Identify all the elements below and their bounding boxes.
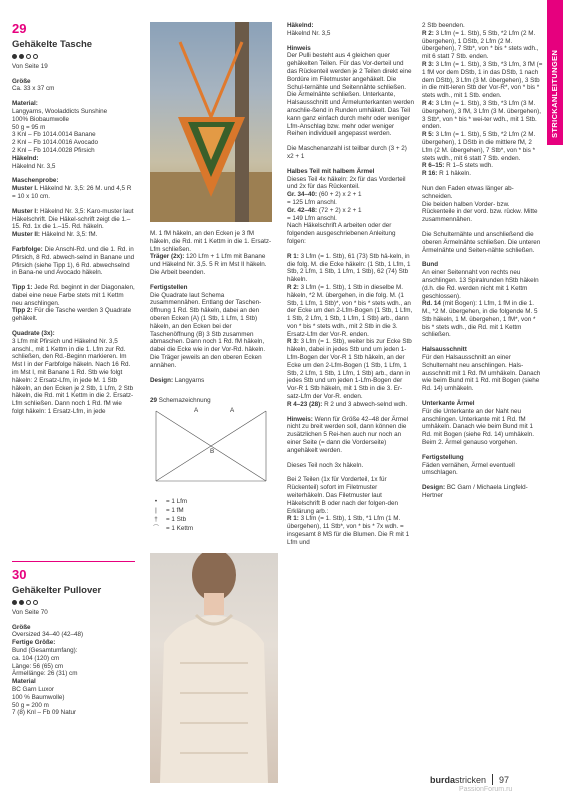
hinweis-groesse	[287, 416, 415, 455]
bag-strap	[180, 42, 242, 117]
unterkante-section	[422, 400, 544, 447]
tipp-1-text: Jede Rd. beginnt in der Diagonalen, dabei eine neue Farbe stets mit 1 Kettm neu anschlingen.	[12, 284, 135, 307]
muster-i-text: Häkelnd Nr. 3,5: Karo-muster laut Häkelschrift. Die Häkel-schrift zeigt die 1.–15. Rd. 1x die 1.–15. Rd. häkeln.	[12, 207, 134, 231]
farbfolge-text: Die Anschl-Rd. und die 1. Rd. in Pfirsich, 8 Rd. abwech-selnd in Banane und Pfirsich (siehe Tipp 1), 6 Rd. abwechselnd in Bana-ne und Avocado häkeln.	[12, 245, 135, 277]
difficulty-dot	[26, 54, 31, 59]
filetmuster	[287, 476, 415, 546]
row-text: 3 Lfm (= 1. Stb), 3 Stb, *3 Lfm (3 M. übergehen), 3 fM, 3 Lfm (3 M. übergehen), 3 Stb*, von * bis * wei-ter wdh., mit 1 Stb. enden.	[422, 99, 542, 131]
sweater-body	[160, 615, 268, 783]
halsausschnitt-heading: Halsausschnitt	[422, 346, 467, 354]
col2-text-1	[150, 230, 272, 277]
traeger-label: Träger (2x):	[150, 253, 185, 261]
material-heading: Material	[12, 678, 36, 686]
muster-value: Häkelnd Nr. 3,5: 26 M. und 4,5 R = 10 x 10 cm.	[12, 185, 132, 200]
row-label: R 1:	[287, 252, 299, 260]
row-text: 3 Lfm (= 1. Stb), 1 Stb, *1 Lfm (1 M. übergehen), 11 Stb*, von * bis * 7x wdh. = insgesamt 8 MS für die Blumen. Die R mit 1 Lfm und	[287, 515, 410, 546]
traeger-text: 120 Lfm + 1 Lfm mit Banane und Häkelnd Nr. 3,5. 5 R im Mst II häkeln. Die Arbeit beenden.	[150, 253, 267, 276]
fertigstellen-29	[150, 284, 272, 370]
legend-text: = 1 Lfm	[166, 498, 188, 506]
groesse-30	[12, 624, 135, 718]
row-label: R 2:	[287, 283, 299, 291]
hinweis-label: Hinweis:	[287, 415, 313, 423]
design-30	[422, 484, 544, 500]
filetmuster-intro: Bei 2 Teilen (1x für Vorderteil, 1x für Rückenteil) sofort im Filetmuster weiterhäkeln. Das Filetmuster laut Häkelschrift B oder nach der folgen-den Erklärung arb.:	[287, 476, 398, 515]
row-text: 3 Lfm (= 1. Stb), 5 Stb, *2 Lfm (2 M. übergehen), 1 DStb, 2 Lfm (2 M. übergehen), 7 Stb*, von * bis * stets wdh., mit 6 statt 7 Stb. enden.	[422, 29, 539, 61]
schema-legend	[150, 498, 272, 534]
see-page-29: Von Seite 19	[12, 62, 48, 70]
dieses-teil: Dieses Teil noch 3x häkeln.	[287, 461, 364, 469]
row-text: 3 Lfm (= 1. Stb), 61 (73) Stb hä-keln, in die folg. M. die Ecke häkeln: (1 Stb, 1 Lfm, 1 Stb, 2 Lfm, 1 Stb, 1 Lfm, 1 Stb), 62 (74) Stb häkeln.	[287, 252, 411, 284]
material-value: BC Garn Luxor 100 % Baumwolle) 50 g = 200 m 7 (8) Knl – Fb 09 Natur	[12, 685, 77, 717]
groesse-2-label: Gr. 42–48:	[287, 206, 318, 214]
farbfolge-label: Farbfolge:	[12, 245, 43, 253]
unterkante-text: Für die Unterkante an der Naht neu anschlingen. Unterkante mit 1 Rd. fM umhäkeln. Danach wie beim Bund mit 1 Rd. mit Bogen (siehe Rd. 14) umhäkeln. Beim 2. Ärmel genauso vorgehen.	[422, 407, 535, 447]
fertigstellung-section	[422, 454, 544, 477]
difficulty-dot	[33, 600, 38, 605]
row-text: 3 Lfm (= 1. Stb), 3 Stb, *3 Lfm, 3 fM (= 1 fM vor dem DStb, 1 in das DStb, 1 nach dem DStb), 3 Lfm (3 M. übergehen), 3 Stb in die mitt-leren Stb der Vor-R*, von * bis * stets wdh., mit 1 Stb. enden.	[422, 60, 543, 100]
hinweis-groesse-text: Wenn für Größe 42–48 der Ärmel nicht zu breit werden soll, dann können die zusätzlichen 5 Rei-hen auch nur noch an einer Seite (= dann die Vorderseite) angehäkelt werden.	[287, 415, 408, 454]
round-label: Rd. 14	[422, 300, 441, 308]
schema-label-a1: A	[194, 407, 199, 414]
groesse-1-label: Gr. 34–40:	[287, 191, 318, 199]
row-text: R 2 und 3 abwech-selnd wdh.	[322, 400, 408, 408]
groesse-29	[12, 78, 135, 94]
nadel-30	[287, 22, 415, 38]
sweater-photo	[150, 553, 278, 783]
row-label: R 16:	[422, 170, 438, 178]
hinweis-text: Der Pulli besteht aus 4 gleichen quer gehäkelten Teilen. Für das Vor-derteil und das Rückenteil werden je 2 Teilen direkt eine Bordüre im Filetmuster angehäkelt. Die Schul-ternähte und Seitennähte schließen. Die Ärmelnähte schließen. Unterkante, Halsausschnitt und Ärmelunterkanten werden anschlie-ßend in Runden umhäkelt. Das Teil kann ganz einfach durch mehr oder weniger Lfm-Anschlag bzw. mehr oder weniger Reihen individuell angepasst werden.	[287, 52, 415, 138]
footer-brand: burda	[430, 775, 456, 785]
pattern-title-30: Gehäkelter Pullover	[12, 585, 102, 596]
bag-photo	[150, 22, 272, 222]
groesse-heading: Größe	[12, 77, 31, 85]
section-divider	[12, 561, 135, 562]
difficulty-dot	[26, 600, 31, 605]
schulter-text: Die Schulternähte und anschließend die oberen Ärmelnähte schließen. Die unteren Ärmelnähte und Seiten-nähte schließen.	[422, 230, 541, 254]
difficulty-dot	[12, 600, 17, 605]
maschenprobe-heading: Maschenprobe:	[12, 177, 59, 185]
design-29	[150, 377, 272, 385]
muster-ii-label: Muster II:	[12, 231, 40, 239]
column-3	[287, 22, 415, 554]
legend-item	[150, 516, 272, 525]
fertige-groesse-value: Bund (Gesamtumfang): ca. 104 (120) cm Länge: 56 (65) cm Ärmellänge: 26 (31) cm	[12, 646, 78, 678]
difficulty-dot	[19, 54, 24, 59]
sweater-illustration	[150, 553, 278, 783]
fertigstellen-heading: Fertigstellen	[150, 283, 188, 291]
schema-title	[150, 397, 272, 405]
material-value: Langyarns, Wooladdicts Sunshine 100% Biobaumwolle 50 g = 95 m 3 Knl – Fb 1014.0014 Banane 2 Knl – Fb 1014.0016 Avocado 2 Knl – Fb 1014.0028 Pfirsich	[12, 107, 108, 154]
quadrate-29	[12, 330, 135, 416]
halsausschnitt-text: Für den Halsausschnitt an einer Schulternaht neu anschlingen. Hals-ausschnitt mit 1 Rd. fM umhäkeln. Danach wie beim Bund mit 1 Rd. mit Bogen (siehe Rd. 14) umhäkeln.	[422, 354, 541, 393]
reihen-1-3	[287, 253, 415, 409]
design-text: Langyarns	[173, 376, 205, 384]
bund-section	[422, 261, 544, 339]
tipp-1-label: Tipp 1:	[12, 284, 33, 292]
schema-title-text: Schemazeichnung	[157, 397, 211, 404]
farbfolge-29	[12, 246, 135, 277]
col2-intro: M. 1 fM häkeln, an den Ecken je 3 fM häkeln, die Rd. mit 1 Kettm in die 1. Ersatz-Lfm schließen.	[150, 230, 272, 253]
difficulty-dot	[19, 600, 24, 605]
row-label: R 2:	[422, 29, 434, 37]
schema-svg	[150, 405, 272, 487]
pattern-title-29: Gehäkelte Tasche	[12, 39, 93, 50]
material-29	[12, 100, 135, 170]
anleitung-intro: Nach Häkelschrift A arbeiten oder der folgenden ausgeschriebenen Anleitung folgen:	[287, 222, 396, 245]
column-1	[12, 22, 135, 423]
schema-label-a2: A	[230, 407, 235, 414]
section-tab	[547, 0, 563, 145]
hinweis-heading: Hinweis	[287, 44, 311, 52]
muster-label: Muster I.	[12, 185, 38, 193]
bund-text: An einer Seitennaht von rechts neu anschlingen. 13 Spiralrunden hStb häkeln (d.h. die Rd. werden nicht mit 1 Kettm geschlossen).	[422, 269, 539, 300]
hinweis-30	[287, 45, 415, 139]
row-label: R 6–15:	[422, 162, 445, 170]
nadel-value: Häkelnd Nr. 3,5	[12, 162, 56, 170]
row-text: 3 Lfm (= 1. Stb), 5 Stb, *2 Lfm (2 M. übergehen), 1 DStb in die mittlere fM, 2 Lfm (2 M. übergehen), 7 Stb*, von * bis * stets wdh., mit 6 statt 7 Stb. enden.	[422, 131, 536, 162]
legend-item	[150, 525, 272, 534]
schema-drawing	[150, 397, 272, 547]
legend-text: = 1 Kettm	[166, 525, 194, 533]
fertigstellung-text: Fäden vernähen, Ärmel eventuell umschlagen.	[422, 461, 515, 477]
pattern-30-block	[12, 568, 135, 717]
difficulty-dot	[12, 54, 17, 59]
nadel-heading: Häkelnd:	[12, 154, 39, 162]
row-label: R 4:	[422, 99, 434, 107]
design-text: BC Garn / Michaela Lingfeld-Hertner	[422, 484, 528, 500]
difficulty-rating-30	[12, 600, 135, 605]
fertigstellen-text: Die Quadrate laut Schema zusammennähen. Entlang der Taschen-öffnung 1 Rd. Stb häkeln, dabei an den oberen Ecken (A) (1 Stb, 1 Lfm, 1 Stb) häkeln, an den Ecken bei der Taschenöffnung (B) 3 Stb zusammen abmaschen. Dann noch 1 Rd. fM häkeln, dabei die Ecke wie in der Vor-Rd. häkeln. Die Träger jeweils an den oberen Ecken annähen.	[150, 291, 266, 369]
tipps-29	[12, 284, 135, 323]
row-label: R 3:	[422, 60, 434, 68]
muster-ii-text: Häkelnd Nr. 3,5: fM.	[40, 231, 98, 239]
pattern-number-29: 29	[12, 21, 27, 36]
row-text: 3 Lfm (= 1. Stb), weiter bis zur Ecke Stb häkeln, dabei in jedes Stb und um jeden 1-Lfm-Bogen der Vor-R 1 Stb häkeln, an der Ecke um den 2-Lfm-Bogen (1 Stb, 1 Lfm, 1 Stb, 2 Lfm, 1 Stb, 1 Lfm, 1 Stb) arb., dann in jedes Stb und um jeden 1-Lfm-Bogen der Vor-R 1 Stb häkeln, mit 1 Stb in die 3. Er-satz-Lfm der Vor-R. enden.	[287, 338, 412, 401]
legend-symbol: ⌒	[152, 525, 160, 533]
muster-i-label: Muster I:	[12, 207, 39, 215]
groesse-2-text: (72 + 2) x 2 + 1 = 149 Lfm anschl.	[287, 206, 362, 222]
material-heading: Material:	[12, 100, 38, 108]
legend-symbol: |	[155, 507, 157, 515]
groesse-heading: Größe	[12, 623, 31, 631]
schema-number: 29	[150, 397, 158, 404]
row-text: R 1–5 stets wdh.	[444, 162, 494, 170]
nadel-heading: Häkelnd:	[287, 22, 314, 29]
quadrate-text: 3 Lfm mit Pfirsich und Häkelnd Nr. 3,5 anschl., mit 1 Kettm in die 1. Lfm zur Rd. schließen, den Rd.-Beginn markieren. Im Mst I in der Farbfolge häkeln. Nach 16 Rd. im Mst I, mit Banane 1 Rd. Stb wie folgt häkeln: 2 Ersatz-Lfm, in jede M. 1 Stb häkeln, an den Ecken je 2 Stb, 1 Lfm, 2 Stb häkeln, die Rd. mit 1 Kettm in die 2. Ersatz-Lfm schließen. Dann noch 1 Rd. fM wie folgt häkeln: 1 Ersatz-Lfm, in jede	[12, 337, 134, 416]
row-text: R 1 häkeln.	[437, 170, 472, 178]
halsausschnitt-section	[422, 346, 544, 393]
filet-rows	[422, 22, 544, 178]
row-label: R 1:	[287, 515, 299, 523]
groesse-value: Ca. 33 x 37 cm	[12, 85, 55, 93]
nun-text: Nun den Faden etwas länger ab-schneiden. Die beiden halben Vorder- bzw. Rückenteile in der vord. bzw. rückw. Mitte zusammennähen.	[422, 184, 538, 224]
bag-illustration	[150, 22, 272, 222]
row-text: 3 Lfm (= 1. Stb), 1 Stb in dieselbe M. häkeln, *2 M. übergehen, in die folg. M. (1 Stb, 1 Lfm, 1 Stb)*, von * bis * stets wdh., an der Ecke um den 2-Lfm-Bogen (1 Stb, 1 Lfm, 1 Stb, 2 Lfm, 1 Stb, 1 Lfm, 1 Stb) arb., dann von * bis * stets wdh., mit 2 Stb in die 3. Ersatz-Lfm der Vor-R. enden.	[287, 283, 413, 338]
difficulty-rating-29	[12, 54, 135, 59]
page-footer	[430, 774, 509, 786]
pattern-number-30: 30	[12, 567, 27, 582]
bund-heading: Bund	[422, 261, 439, 269]
round-text: (mit Bogen): 1 Lfm, 1 fM in die 1. M., *2 M. übergehen, in die folgende M. 5 Stb häkeln, 1 M. übergehen, 1 fM*, von * bis * stets wdh., die Rd. mit 1 Kettm schließen.	[422, 300, 538, 339]
legend-text: = 1 fM	[166, 507, 184, 515]
see-page-30: Von Seite 70	[12, 608, 48, 616]
design-label: Design:	[150, 376, 174, 384]
groesse-1-text: (60 + 2) x 2 + 1 = 125 Lfm anschl.	[287, 191, 362, 206]
legend-symbol: •	[154, 498, 158, 506]
maschenprobe-29	[12, 177, 135, 200]
design-label: Design:	[422, 484, 446, 492]
unterkante-heading: Unterkante Ärmel	[422, 400, 475, 408]
footer-separator	[492, 774, 493, 785]
legend-item	[150, 498, 272, 507]
row-label: R 5:	[422, 131, 434, 139]
page-number: 97	[499, 775, 510, 785]
column-2	[150, 230, 272, 391]
halbes-teil-heading: Halbes Teil mit halbem Ärmel	[287, 167, 375, 175]
maschenanzahl: Die Maschenanzahl ist teilbar durch (3 + 2) x2 + 1	[287, 145, 407, 160]
legend-item	[150, 507, 272, 516]
tipp-2-label: Tipp 2:	[12, 307, 33, 315]
column-4	[422, 22, 544, 507]
nadel-value: Häkelnd Nr. 3,5	[287, 29, 331, 37]
row-end-text: 2 Stb beenden.	[422, 22, 465, 29]
quadrate-heading: Quadrate (3x):	[12, 330, 55, 338]
halbes-teil	[287, 168, 415, 246]
row-label: R 4–23 (28):	[287, 400, 323, 408]
row-label: R 3:	[287, 338, 299, 346]
legend-text: = 1 Stb	[166, 516, 187, 524]
fertigstellung-heading: Fertigstellung	[422, 453, 464, 461]
halbes-teil-text: Dieses Teil 4x häkeln: 2x für das Vorderteil und 2x für das Rückenteil.	[287, 175, 406, 191]
legend-symbol: †	[154, 516, 158, 524]
footer-magazine: stricken	[455, 775, 487, 785]
difficulty-dot	[33, 54, 38, 59]
section-tab-label: STRICKANLEITUNGEN	[550, 49, 559, 138]
watermark: PassionForum.ru	[459, 786, 513, 793]
schema-label-b: B	[210, 448, 215, 455]
fertige-groesse-heading: Fertige Größe:	[12, 639, 56, 647]
groesse-value: Oversized 34–40 (42–48)	[12, 631, 84, 639]
muster-i-29	[12, 208, 135, 239]
tipp-2-text: Für die Tasche werden 3 Quadrate gehäkelt.	[12, 307, 132, 323]
neck-shape	[204, 593, 224, 615]
